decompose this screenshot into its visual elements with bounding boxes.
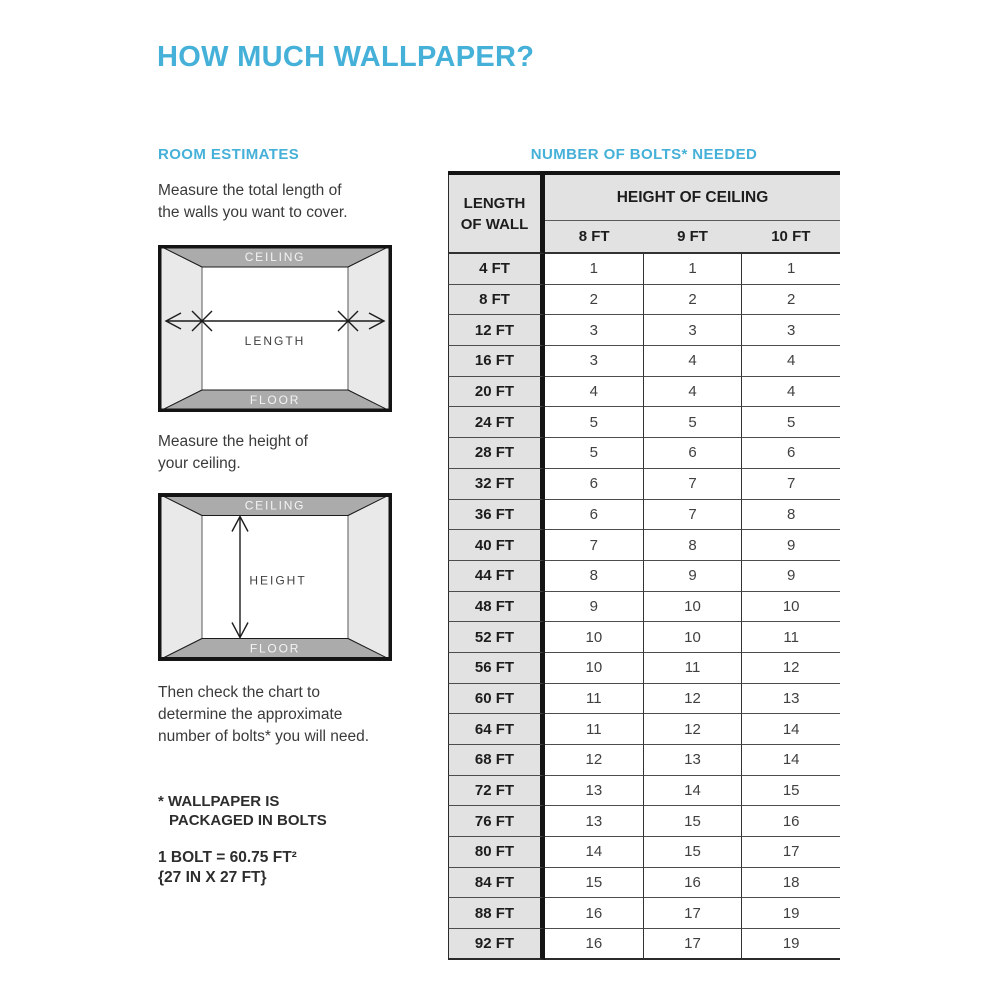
bolt-count-cell: 7 — [742, 469, 840, 500]
bolt-count-cell: 3 — [742, 315, 840, 346]
header-line: OF WALL — [460, 215, 529, 233]
bolt-count-cell: 10 — [644, 622, 743, 653]
bolt-count-cell: 13 — [742, 684, 840, 715]
wall-length-cell: 12 FT — [448, 315, 545, 346]
bolts-table — [448, 171, 840, 960]
bolt-count-cell: 2 — [644, 285, 743, 316]
back-wall-shape — [203, 268, 348, 390]
bolt-count-cell: 19 — [742, 898, 840, 929]
table-row — [448, 745, 840, 776]
step2-text — [158, 431, 418, 475]
bolt-count-cell: 15 — [644, 806, 743, 837]
bolt-count-cell: 19 — [742, 929, 840, 960]
wall-length-cell: 76 FT — [448, 806, 545, 837]
wall-length-cell: 32 FT — [448, 469, 545, 500]
wall-length-cell: 28 FT — [448, 438, 545, 469]
bolt-count-cell: 8 — [742, 500, 840, 531]
room-length-diagram — [158, 245, 392, 412]
bolt-count-cell: 16 — [742, 806, 840, 837]
table-row — [448, 500, 840, 531]
bolt-count-cell: 9 — [545, 592, 644, 623]
bolt-count-cell: 9 — [742, 561, 840, 592]
bolt-count-cell: 15 — [742, 776, 840, 807]
bolt-count-cell: 8 — [545, 561, 644, 592]
bolt-count-cell: 10 — [545, 653, 644, 684]
step3-line: Then check the chart to — [158, 684, 320, 701]
bolt-count-cell: 17 — [644, 898, 743, 929]
wall-length-cell: 52 FT — [448, 622, 545, 653]
table-row — [448, 837, 840, 868]
wall-length-cell: 88 FT — [448, 898, 545, 929]
table-row — [448, 561, 840, 592]
bolt-count-cell: 14 — [742, 745, 840, 776]
wall-length-cell: 80 FT — [448, 837, 545, 868]
bolt-count-cell: 4 — [644, 346, 743, 377]
table-row — [448, 714, 840, 745]
bolt-count-cell: 10 — [545, 622, 644, 653]
bolt-count-cell: 17 — [644, 929, 743, 960]
bolt-count-cell: 5 — [545, 407, 644, 438]
bolt-count-cell: 12 — [742, 653, 840, 684]
bolt-count-cell: 18 — [742, 868, 840, 899]
length-dim-label: LENGTH — [244, 334, 306, 348]
table-row — [448, 377, 840, 408]
bolts-needed-heading: NUMBER OF BOLTS* NEEDED — [530, 146, 758, 163]
bolt-count-cell: 17 — [742, 837, 840, 868]
wall-length-cell: 16 FT — [448, 346, 545, 377]
bolt-count-cell: 3 — [644, 315, 743, 346]
wall-length-cell: 8 FT — [448, 285, 545, 316]
bolt-count-cell: 12 — [644, 714, 743, 745]
bolt-count-cell: 2 — [545, 285, 644, 316]
bolt-count-cell: 7 — [545, 530, 644, 561]
ceiling-label: CEILING — [244, 250, 306, 264]
bolt-note-line: {27 IN X 27 FT} — [158, 869, 267, 886]
table-row — [448, 530, 840, 561]
wall-length-cell: 56 FT — [448, 653, 545, 684]
bolt-count-cell: 14 — [742, 714, 840, 745]
bolt-count-cell: 6 — [742, 438, 840, 469]
bolt-count-cell: 10 — [742, 592, 840, 623]
table-row — [448, 776, 840, 807]
step3-line: number of bolts* you will need. — [158, 728, 370, 745]
bolt-count-cell: 14 — [644, 776, 743, 807]
page-title: HOW MUCH WALLPAPER? — [157, 41, 535, 73]
bolt-count-cell: 16 — [644, 868, 743, 899]
table-row — [448, 346, 840, 377]
step3-line: determine the approximate — [158, 706, 343, 723]
table-row — [448, 592, 840, 623]
bolt-count-cell: 2 — [742, 285, 840, 316]
table-row — [448, 806, 840, 837]
table-row — [448, 929, 840, 960]
height-of-ceiling-header: HEIGHT OF CEILING — [545, 175, 840, 221]
column-header-9ft: 9 FT — [677, 228, 708, 245]
footnote-line: * WALLPAPER IS — [158, 793, 280, 810]
header-line: LENGTH — [463, 194, 526, 212]
wall-length-cell: 64 FT — [448, 714, 545, 745]
bolt-count-cell: 13 — [644, 745, 743, 776]
ceiling-height-subheader-row — [545, 221, 840, 254]
table-row — [448, 868, 840, 899]
wall-length-cell: 72 FT — [448, 776, 545, 807]
wall-length-cell: 68 FT — [448, 745, 545, 776]
step2-line: Measure the height of — [158, 433, 308, 450]
bolt-count-cell: 8 — [644, 530, 743, 561]
table-row — [448, 684, 840, 715]
table-row — [448, 653, 840, 684]
bolt-count-cell: 1 — [742, 254, 840, 285]
table-row — [448, 438, 840, 469]
room-height-diagram — [158, 493, 392, 661]
bolt-count-cell: 1 — [545, 254, 644, 285]
step1-line: the walls you want to cover. — [158, 204, 348, 221]
wall-length-cell: 44 FT — [448, 561, 545, 592]
bolt-count-cell: 11 — [644, 653, 743, 684]
bolt-count-cell: 16 — [545, 929, 644, 960]
wallpaper-bolts-footnote — [158, 792, 327, 830]
length-of-wall-header — [448, 175, 545, 254]
right-wall-shape — [348, 494, 392, 661]
bolt-count-cell: 1 — [644, 254, 743, 285]
table-row — [448, 898, 840, 929]
bolt-count-cell: 7 — [644, 469, 743, 500]
room-estimates-heading: ROOM ESTIMATES — [158, 146, 300, 163]
wall-length-cell: 92 FT — [448, 929, 545, 960]
wall-length-cell: 40 FT — [448, 530, 545, 561]
table-row — [448, 285, 840, 316]
bolts-table-body — [448, 254, 840, 960]
bolt-count-cell: 6 — [545, 469, 644, 500]
table-row — [448, 622, 840, 653]
table-row — [448, 469, 840, 500]
step3-text — [158, 682, 418, 748]
bolt-count-cell: 4 — [644, 377, 743, 408]
bolt-count-cell: 9 — [644, 561, 743, 592]
wall-length-cell: 24 FT — [448, 407, 545, 438]
table-row — [448, 254, 840, 285]
bolt-size-note — [158, 848, 297, 888]
wall-length-cell: 48 FT — [448, 592, 545, 623]
bolt-count-cell: 4 — [742, 346, 840, 377]
bolt-count-cell: 3 — [545, 346, 644, 377]
wall-length-cell: 20 FT — [448, 377, 545, 408]
step1-line: Measure the total length of — [158, 182, 342, 199]
ceiling-label: CEILING — [244, 498, 306, 513]
wall-length-cell: 84 FT — [448, 868, 545, 899]
bolt-count-cell: 14 — [545, 837, 644, 868]
bolt-count-cell: 6 — [545, 500, 644, 531]
left-wall-shape — [158, 494, 202, 661]
table-row — [448, 407, 840, 438]
bolt-count-cell: 15 — [545, 868, 644, 899]
bolt-count-cell: 5 — [742, 407, 840, 438]
height-dim-label: HEIGHT — [249, 573, 307, 588]
step2-line: your ceiling. — [158, 455, 241, 472]
bolt-count-cell: 5 — [545, 438, 644, 469]
bolt-count-cell: 15 — [644, 837, 743, 868]
floor-label: FLOOR — [249, 393, 301, 407]
bolt-count-cell: 10 — [644, 592, 743, 623]
bolt-count-cell: 6 — [644, 438, 743, 469]
bolt-count-cell: 5 — [644, 407, 743, 438]
bolt-count-cell: 3 — [545, 315, 644, 346]
column-header-8ft: 8 FT — [578, 228, 610, 245]
bolt-count-cell: 9 — [742, 530, 840, 561]
bolt-count-cell: 11 — [742, 622, 840, 653]
bolt-count-cell: 13 — [545, 806, 644, 837]
bolt-count-cell: 11 — [545, 684, 644, 715]
bolt-count-cell: 4 — [742, 377, 840, 408]
footnote-line: PACKAGED IN BOLTS — [169, 812, 327, 829]
wall-length-cell: 36 FT — [448, 500, 545, 531]
column-header-10ft: 10 FT — [771, 228, 811, 245]
bolts-table-header — [448, 175, 840, 254]
bolt-count-cell: 11 — [545, 714, 644, 745]
wall-length-cell: 4 FT — [448, 254, 545, 285]
bolt-count-cell: 4 — [545, 377, 644, 408]
bolt-note-line: 1 BOLT = 60.75 FT² — [158, 849, 297, 866]
floor-label: FLOOR — [249, 641, 301, 656]
bolt-count-cell: 16 — [545, 898, 644, 929]
bolt-count-cell: 13 — [545, 776, 644, 807]
table-row — [448, 315, 840, 346]
bolt-count-cell: 12 — [545, 745, 644, 776]
height-of-ceiling-header-group — [545, 175, 840, 254]
bolt-count-cell: 12 — [644, 684, 743, 715]
bolt-count-cell: 7 — [644, 500, 743, 531]
wall-length-cell: 60 FT — [448, 684, 545, 715]
step1-text — [158, 180, 418, 224]
